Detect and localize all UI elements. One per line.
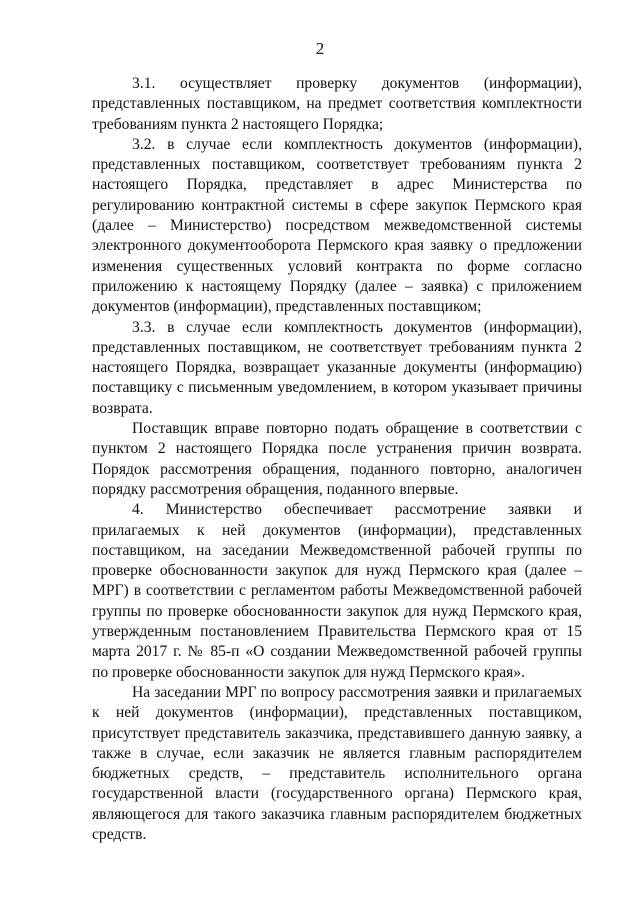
paragraph-3-3: 3.3. в случае если комплектность документов (информации), представленных поставщиком, не соответствует требованиям пункта 2 настоящего Порядка, возвращает указанные документы (информацию) поставщику с письменным уведомлением, в котором указывает причины возврата. <box>92 318 582 417</box>
paragraph-3-2: 3.2. в случае если комплектность документов (информации), представленных поставщиком, соответствует требованиям пункта 2 настоящего Порядка, представляет в адрес Министерства по регулированию контрактной системы в сфере закупок Пермского края (далее – Министерство) посредством межведомственной системы электронного документооборота Пермского края заявку о предложении изменения существенных условий контракта по форме согласно приложению к настоящему Порядку (далее – заявка) с приложением документов (информации), представленных поставщиком; <box>92 135 582 316</box>
document-body <box>92 74 582 845</box>
paragraph-3-1: 3.1. осуществляет проверку документов (информации), представленных поставщиком, на предмет соответствия комплектности требованиям пункта 2 настоящего Порядка; <box>92 75 582 133</box>
paragraph-resubmission: Поставщик вправе повторно подать обращение в соответствии с пунктом 2 настоящего Порядка после устранения причин возврата. Порядок рассмотрения обращения, поданного повторно, аналогичен порядку рассмотрения обращения, поданного впервые. <box>92 420 582 498</box>
paragraph-4: 4. Министерство обеспечивает рассмотрение заявки и прилагаемых к ней документов (информации), представленных поставщиком, на заседании Межведомственной рабочей группы по проверке обоснованности закупок для нужд Пермского края (далее – МРГ) в соответствии с регламентом работы Межведомственной рабочей группы по проверке обоснованности закупок для нужд Пермского края, утвержденным постановлением Правительства Пермского края от 15 марта 2017 г. № 85-п «О создании Межведомственной рабочей группы по проверке обоснованности закупок для нужд Пермского края». <box>92 501 582 681</box>
page-number: 2 <box>315 39 325 58</box>
paragraph-mrg-meeting: На заседании МРГ по вопросу рассмотрения заявки и прилагаемых к ней документов (информации), представленных поставщиком, присутствует представитель заказчика, представившего данную заявку, а также в случае, если заказчик не является главным распорядителем бюджетных средств, – представитель исполнительного органа государственной власти (государственного органа) Пермского края, являющегося для такого заказчика главным распорядителем бюджетных средств. <box>92 683 582 843</box>
